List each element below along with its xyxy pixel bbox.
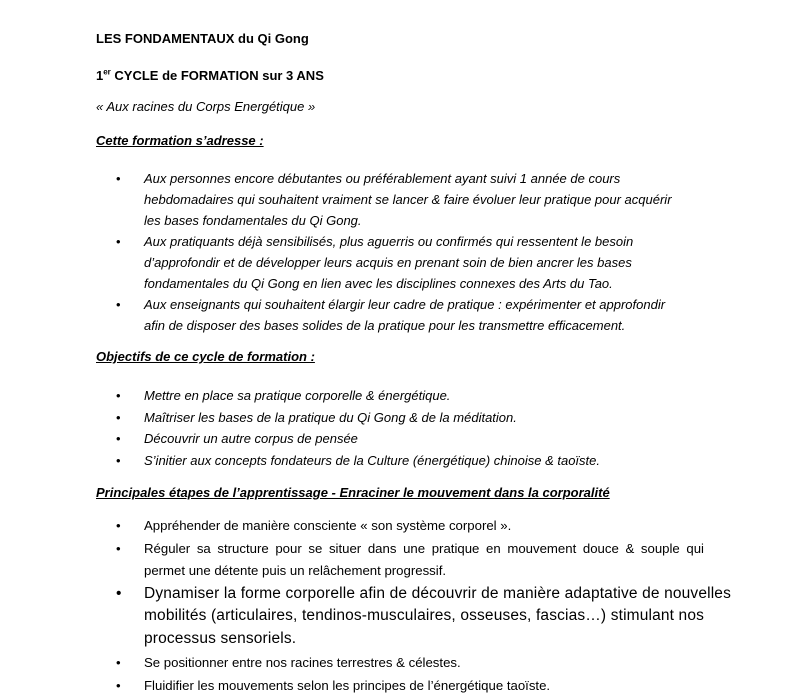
document-subtitle: « Aux racines du Corps Energétique » [96,99,316,114]
section-heading-steps: Principales étapes de l’apprentissage - Enraciner le mouvement dans la corporalité [96,485,610,500]
list-item [96,675,704,697]
list-item-line: Se positionner entre nos racines terrestres & célestes. [144,654,461,670]
cycle-line [96,68,324,84]
list-item [96,385,600,407]
list-item [96,515,704,537]
bullet-icon: • [116,431,121,446]
section-heading-objectives: Objectifs de ce cycle de formation : [96,349,315,364]
list-item-line: Aux pratiquants déjà sensibilisés, plus aguerris ou confirmés qui ressentent le besoin [144,234,634,249]
bullet-icon: • [116,654,121,670]
steps-list [96,515,731,698]
list-item-line: Fluidifier les mouvements selon les principes de l’énergétique taoïste. [144,677,551,693]
list-item-line: d’approfondir et de développer leurs acquis en prenant soin de bien ancrer les bases [144,255,632,270]
list-item [96,450,600,472]
list-item-line: Maîtriser les bases de la pratique du Qi Gong & de la méditation. [144,409,517,425]
list-item-line: Découvrir un autre corpus de pensée [144,431,358,446]
list-item-line: permet une détente puis un relâchement progressif. [144,562,447,578]
cycle-text: CYCLE de FORMATION sur 3 ANS [110,68,324,83]
bullet-icon: • [116,518,121,533]
bullet-icon: • [116,584,122,602]
list-item [96,168,672,231]
list-item-line: fondamentales du Qi Gong en lien avec les disciplines connexes des Arts du Tao. [144,276,613,291]
list-item-line: Appréhender de manière consciente « son système corporel ». [144,518,512,533]
list-item-line: Dynamiser la forme corporelle afin de découvrir de manière adaptative de nouvelles [144,584,731,602]
bullet-icon: • [116,297,121,312]
bullet-icon: • [116,171,121,186]
list-item [96,652,704,674]
bullet-icon: • [116,388,121,403]
list-item-line: hebdomadaires qui souhaitent vraiment se lancer & faire évoluer leur pratique pour acquérir [144,192,672,207]
list-item-line: mobilités (articulaires, tendinos-musculaires, osseuses, fascias…) stimulant nos [144,607,704,624]
list-item [96,538,704,581]
document-title: LES FONDAMENTAUX du Qi Gong [96,31,309,46]
list-item-line: Aux enseignants qui souhaitent élargir leur cadre de pratique : expérimenter et approfondir [144,297,666,312]
list-item-line: Mettre en place sa pratique corporelle & énergétique. [144,388,451,403]
list-item-line: Réguler sa structure pour se situer dans une pratique en mouvement douce & souple qui [144,541,704,556]
list-item [96,294,672,336]
bullet-icon: • [116,452,121,468]
section-heading-audience: Cette formation s’adresse : [96,133,264,148]
list-item-line: les bases fondamentales du Qi Gong. [144,213,362,228]
audience-list [96,168,672,336]
bullet-icon: • [116,541,121,556]
cycle-superscript: er [103,67,111,77]
objectives-list [96,385,600,471]
list-item [96,428,600,450]
bullet-icon: • [116,677,121,693]
cycle-number: 1 [96,68,104,83]
bullet-icon: • [116,409,121,425]
list-item [96,231,672,294]
list-item-line: S’initier aux concepts fondateurs de la Culture (énergétique) chinoise & taoïste. [144,452,600,468]
bullet-icon: • [116,234,121,249]
list-item-line: processus sensoriels. [144,629,297,647]
list-item-line: afin de disposer des bases solides de la pratique pour les transmettre efficacement. [144,318,626,333]
list-item-line: Aux personnes encore débutantes ou préférablement ayant suivi 1 année de cours [144,171,621,186]
list-item [96,407,600,429]
list-item [96,583,731,651]
